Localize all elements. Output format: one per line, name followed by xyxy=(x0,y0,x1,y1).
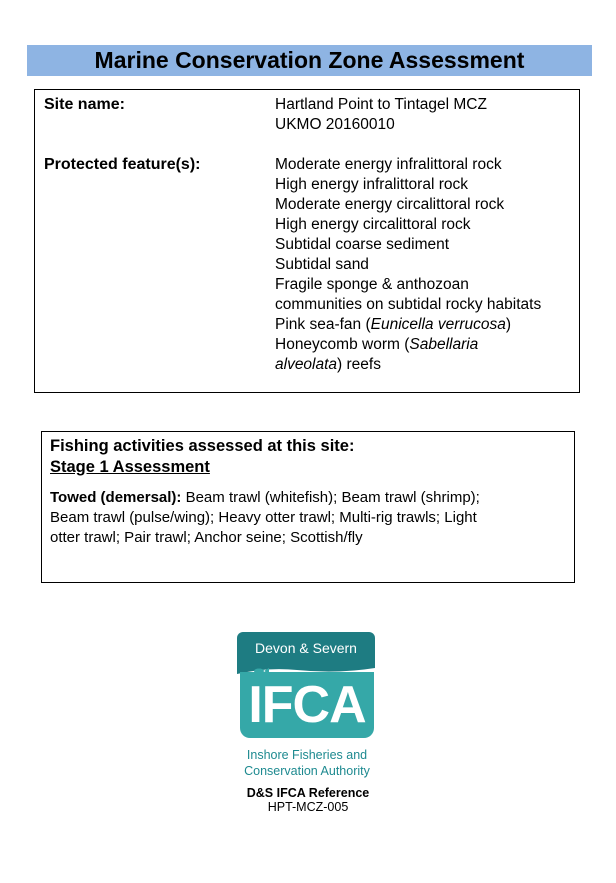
fishing-activities-box xyxy=(41,431,575,583)
feature-item: High energy circalittoral rock xyxy=(275,216,471,233)
feature-item: Fragile sponge & anthozoan xyxy=(275,276,469,293)
fishing-heading: Fishing activities assessed at this site: xyxy=(50,437,355,455)
towed-line: Beam trawl (pulse/wing); Heavy otter trawl; Multi-rig trawls; Light xyxy=(50,509,477,526)
logo-banner: Devon & Severn xyxy=(237,632,375,664)
logo-wordmark: IFCA xyxy=(240,672,374,738)
reference-code: HPT-MCZ-005 xyxy=(267,800,349,814)
feature-item-worm-cont xyxy=(275,355,541,375)
reference-block xyxy=(208,786,408,814)
site-name-value xyxy=(275,95,487,135)
reference-label: D&S IFCA Reference xyxy=(246,786,370,800)
logo-subtitle-line: Conservation Authority xyxy=(244,764,370,778)
logo-subtitle-line: Inshore Fisheries and xyxy=(246,748,368,762)
worm-genus: Sabellaria xyxy=(409,336,479,353)
towed-line: otter trawl; Pair trawl; Anchor seine; Scottish/fly xyxy=(50,529,363,546)
feature-item: communities on subtidal rocky habitats xyxy=(275,296,542,313)
seafan-suffix: ) xyxy=(505,316,512,333)
worm-suffix: ) reefs xyxy=(337,356,381,373)
feature-item: Subtidal sand xyxy=(275,256,369,273)
seafan-prefix: Pink sea-fan ( xyxy=(275,316,371,333)
site-name-line: Hartland Point to Tintagel MCZ xyxy=(275,96,487,113)
feature-item: Subtidal coarse sediment xyxy=(275,236,450,253)
site-name-label: Site name: xyxy=(44,96,125,113)
site-info-box xyxy=(34,89,580,393)
site-code-line: UKMO 20160010 xyxy=(275,116,395,133)
stage-heading: Stage 1 Assessment xyxy=(50,458,210,476)
feature-item: High energy infralittoral rock xyxy=(275,176,468,193)
page-title: Marine Conservation Zone Assessment xyxy=(27,45,592,76)
towed-label: Towed (demersal): xyxy=(50,489,182,506)
feature-item-worm xyxy=(275,335,541,355)
towed-line: Beam trawl (whitefish); Beam trawl (shrimp); xyxy=(181,489,480,506)
protected-features-list xyxy=(275,155,541,375)
feature-item: Moderate energy infralittoral rock xyxy=(275,156,502,173)
seafan-species: Eunicella verrucosa xyxy=(370,316,506,333)
worm-species: alveolata xyxy=(275,356,338,373)
feature-item: Moderate energy circalittoral rock xyxy=(275,196,505,213)
worm-prefix: Honeycomb worm ( xyxy=(275,336,410,353)
towed-demersal-text xyxy=(50,488,566,548)
logo-subtitle xyxy=(237,747,377,779)
protected-features-label: Protected feature(s): xyxy=(44,156,201,173)
feature-item-seafan xyxy=(275,315,541,335)
ifca-logo xyxy=(237,632,377,782)
